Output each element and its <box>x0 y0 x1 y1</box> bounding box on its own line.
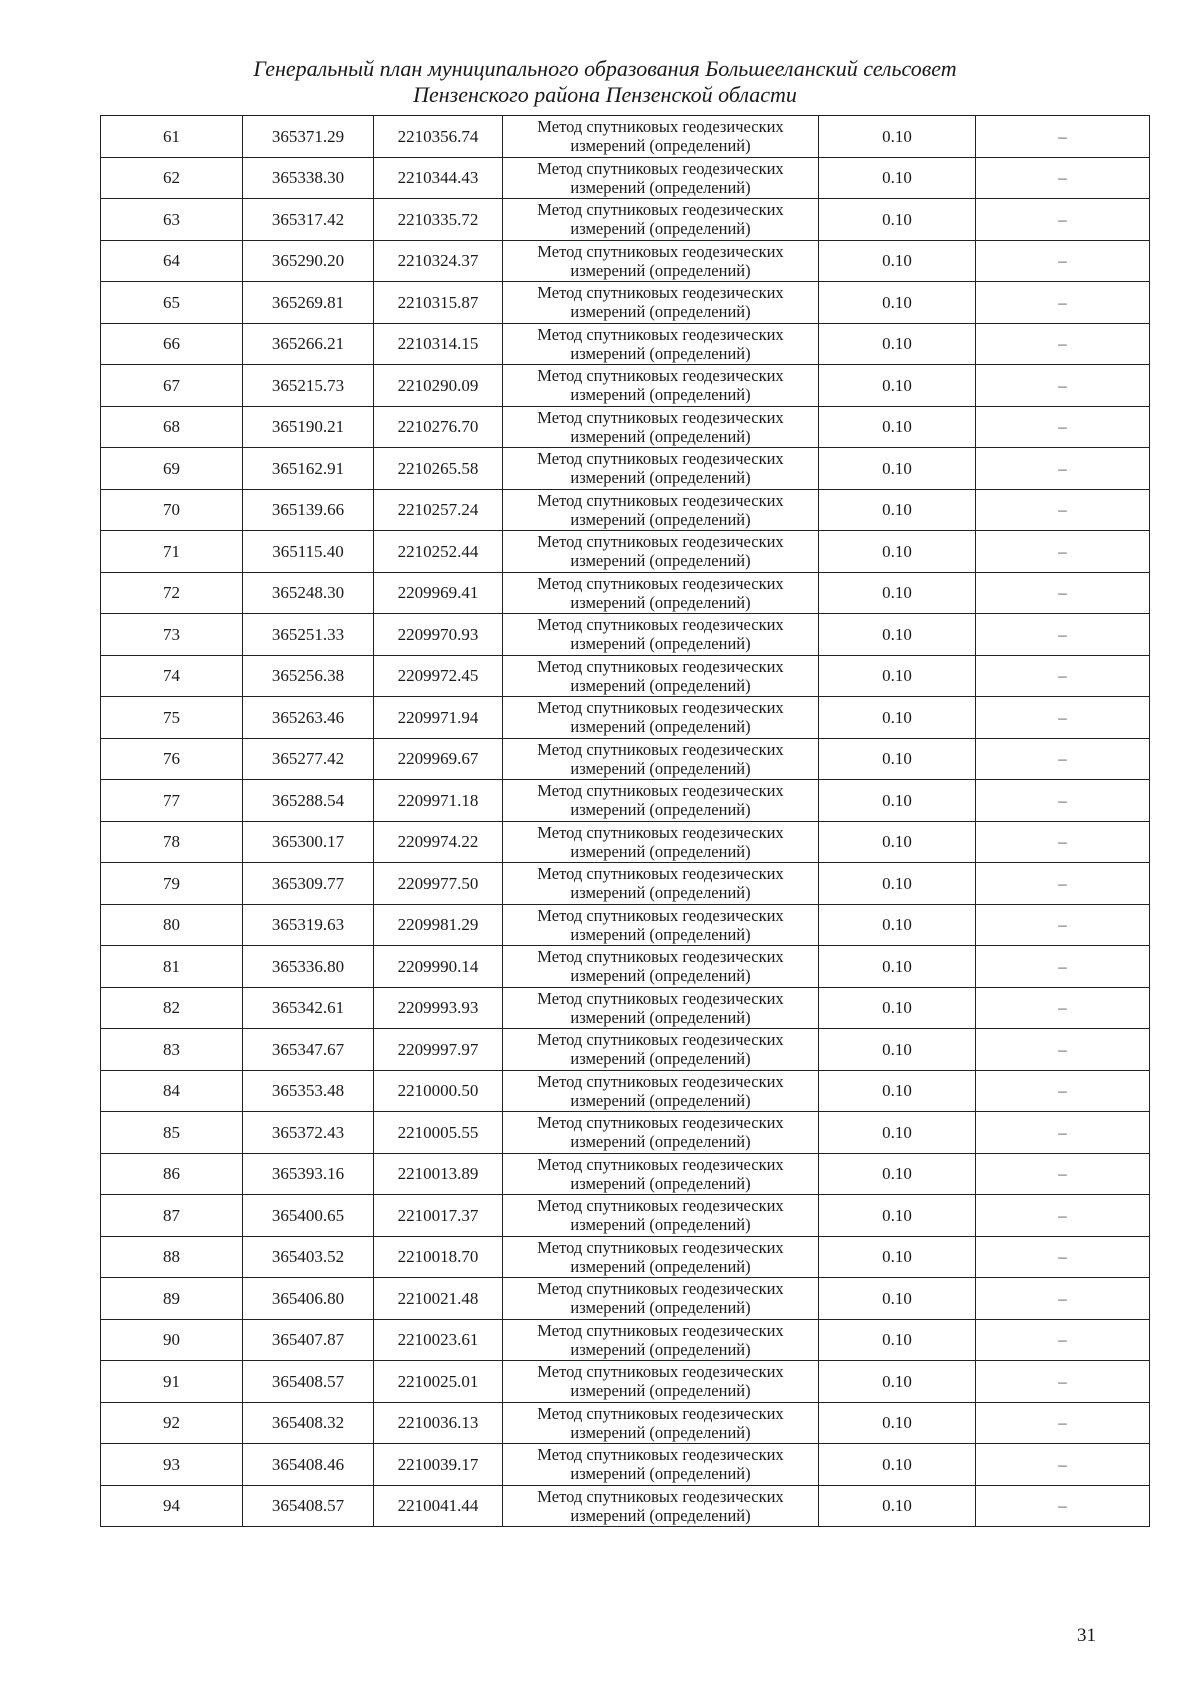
method-cell: Метод спутниковых геодезических измерений (определений) <box>503 780 819 822</box>
method-cell: Метод спутниковых геодезических измерений (определений) <box>503 323 819 365</box>
note-cell: – <box>976 1236 1150 1278</box>
point-number-cell: 72 <box>101 572 243 614</box>
method-cell: Метод спутниковых геодезических измерений (определений) <box>503 1236 819 1278</box>
y-coordinate-cell: 2209970.93 <box>374 614 503 656</box>
method-cell: Метод спутниковых геодезических измерений (определений) <box>503 157 819 199</box>
y-coordinate-cell: 2209993.93 <box>374 987 503 1029</box>
method-cell: Метод спутниковых геодезических измерений (определений) <box>503 1153 819 1195</box>
method-cell: Метод спутниковых геодезических измерений (определений) <box>503 1485 819 1527</box>
table-row <box>101 1319 1150 1361</box>
accuracy-cell: 0.10 <box>819 1112 976 1154</box>
note-cell: – <box>976 572 1150 614</box>
point-number-cell: 88 <box>101 1236 243 1278</box>
method-cell: Метод спутниковых геодезических измерений (определений) <box>503 1402 819 1444</box>
method-cell: Метод спутниковых геодезических измерений (определений) <box>503 240 819 282</box>
table-row <box>101 1195 1150 1237</box>
accuracy-cell: 0.10 <box>819 240 976 282</box>
method-cell: Метод спутниковых геодезических измерений (определений) <box>503 821 819 863</box>
method-cell: Метод спутниковых геодезических измерений (определений) <box>503 1278 819 1320</box>
table-row <box>101 614 1150 656</box>
accuracy-cell: 0.10 <box>819 697 976 739</box>
accuracy-cell: 0.10 <box>819 863 976 905</box>
point-number-cell: 74 <box>101 655 243 697</box>
accuracy-cell: 0.10 <box>819 323 976 365</box>
point-number-cell: 91 <box>101 1361 243 1403</box>
table-row <box>101 240 1150 282</box>
point-number-cell: 78 <box>101 821 243 863</box>
y-coordinate-cell: 2209971.94 <box>374 697 503 739</box>
x-coordinate-cell: 365408.57 <box>243 1361 374 1403</box>
x-coordinate-cell: 365372.43 <box>243 1112 374 1154</box>
accuracy-cell: 0.10 <box>819 1361 976 1403</box>
x-coordinate-cell: 365353.48 <box>243 1070 374 1112</box>
point-number-cell: 85 <box>101 1112 243 1154</box>
method-cell: Метод спутниковых геодезических измерений (определений) <box>503 531 819 573</box>
table-row <box>101 1361 1150 1403</box>
point-number-cell: 90 <box>101 1319 243 1361</box>
point-number-cell: 86 <box>101 1153 243 1195</box>
point-number-cell: 84 <box>101 1070 243 1112</box>
y-coordinate-cell: 2210017.37 <box>374 1195 503 1237</box>
coordinates-table <box>100 115 1150 1527</box>
point-number-cell: 62 <box>101 157 243 199</box>
table-row <box>101 780 1150 822</box>
point-number-cell: 93 <box>101 1444 243 1486</box>
note-cell: – <box>976 448 1150 490</box>
accuracy-cell: 0.10 <box>819 365 976 407</box>
x-coordinate-cell: 365408.57 <box>243 1485 374 1527</box>
table-row <box>101 1070 1150 1112</box>
y-coordinate-cell: 2209977.50 <box>374 863 503 905</box>
point-number-cell: 81 <box>101 946 243 988</box>
method-cell: Метод спутниковых геодезических измерений (определений) <box>503 199 819 241</box>
x-coordinate-cell: 365338.30 <box>243 157 374 199</box>
method-cell: Метод спутниковых геодезических измерений (определений) <box>503 946 819 988</box>
y-coordinate-cell: 2209974.22 <box>374 821 503 863</box>
method-cell: Метод спутниковых геодезических измерений (определений) <box>503 572 819 614</box>
y-coordinate-cell: 2210265.58 <box>374 448 503 490</box>
y-coordinate-cell: 2210276.70 <box>374 406 503 448</box>
x-coordinate-cell: 365403.52 <box>243 1236 374 1278</box>
note-cell: – <box>976 489 1150 531</box>
point-number-cell: 71 <box>101 531 243 573</box>
document-header <box>0 56 1200 108</box>
method-cell: Метод спутниковых геодезических измерений (определений) <box>503 365 819 407</box>
y-coordinate-cell: 2210018.70 <box>374 1236 503 1278</box>
note-cell: – <box>976 406 1150 448</box>
note-cell: – <box>976 1112 1150 1154</box>
accuracy-cell: 0.10 <box>819 199 976 241</box>
y-coordinate-cell: 2210023.61 <box>374 1319 503 1361</box>
point-number-cell: 70 <box>101 489 243 531</box>
point-number-cell: 67 <box>101 365 243 407</box>
x-coordinate-cell: 365263.46 <box>243 697 374 739</box>
accuracy-cell: 0.10 <box>819 821 976 863</box>
x-coordinate-cell: 365277.42 <box>243 738 374 780</box>
coordinates-table-body <box>101 116 1150 1527</box>
table-row <box>101 697 1150 739</box>
note-cell: – <box>976 1153 1150 1195</box>
y-coordinate-cell: 2210039.17 <box>374 1444 503 1486</box>
method-cell: Метод спутниковых геодезических измерений (определений) <box>503 116 819 158</box>
method-cell: Метод спутниковых геодезических измерений (определений) <box>503 1029 819 1071</box>
note-cell: – <box>976 738 1150 780</box>
method-cell: Метод спутниковых геодезических измерений (определений) <box>503 863 819 905</box>
table-row <box>101 1153 1150 1195</box>
point-number-cell: 63 <box>101 199 243 241</box>
table-row <box>101 1278 1150 1320</box>
accuracy-cell: 0.10 <box>819 1029 976 1071</box>
method-cell: Метод спутниковых геодезических измерений (определений) <box>503 697 819 739</box>
table-row <box>101 199 1150 241</box>
x-coordinate-cell: 365251.33 <box>243 614 374 656</box>
method-cell: Метод спутниковых геодезических измерений (определений) <box>503 1112 819 1154</box>
accuracy-cell: 0.10 <box>819 1070 976 1112</box>
table-row <box>101 1112 1150 1154</box>
accuracy-cell: 0.10 <box>819 1485 976 1527</box>
note-cell: – <box>976 116 1150 158</box>
method-cell: Метод спутниковых геодезических измерений (определений) <box>503 1361 819 1403</box>
y-coordinate-cell: 2210005.55 <box>374 1112 503 1154</box>
point-number-cell: 77 <box>101 780 243 822</box>
accuracy-cell: 0.10 <box>819 987 976 1029</box>
accuracy-cell: 0.10 <box>819 1319 976 1361</box>
x-coordinate-cell: 365139.66 <box>243 489 374 531</box>
x-coordinate-cell: 365115.40 <box>243 531 374 573</box>
note-cell: – <box>976 821 1150 863</box>
page-number: 31 <box>1077 1625 1096 1646</box>
y-coordinate-cell: 2209990.14 <box>374 946 503 988</box>
point-number-cell: 61 <box>101 116 243 158</box>
note-cell: – <box>976 946 1150 988</box>
table-row <box>101 489 1150 531</box>
point-number-cell: 80 <box>101 904 243 946</box>
accuracy-cell: 0.10 <box>819 572 976 614</box>
point-number-cell: 73 <box>101 614 243 656</box>
method-cell: Метод спутниковых геодезических измерений (определений) <box>503 406 819 448</box>
y-coordinate-cell: 2209972.45 <box>374 655 503 697</box>
note-cell: – <box>976 531 1150 573</box>
point-number-cell: 79 <box>101 863 243 905</box>
note-cell: – <box>976 904 1150 946</box>
x-coordinate-cell: 365347.67 <box>243 1029 374 1071</box>
x-coordinate-cell: 365162.91 <box>243 448 374 490</box>
accuracy-cell: 0.10 <box>819 157 976 199</box>
table-row <box>101 987 1150 1029</box>
y-coordinate-cell: 2210314.15 <box>374 323 503 365</box>
table-row <box>101 655 1150 697</box>
x-coordinate-cell: 365336.80 <box>243 946 374 988</box>
note-cell: – <box>976 655 1150 697</box>
y-coordinate-cell: 2210324.37 <box>374 240 503 282</box>
point-number-cell: 94 <box>101 1485 243 1527</box>
point-number-cell: 75 <box>101 697 243 739</box>
accuracy-cell: 0.10 <box>819 655 976 697</box>
table-row <box>101 323 1150 365</box>
note-cell: – <box>976 1195 1150 1237</box>
method-cell: Метод спутниковых геодезических измерений (определений) <box>503 489 819 531</box>
y-coordinate-cell: 2210252.44 <box>374 531 503 573</box>
accuracy-cell: 0.10 <box>819 489 976 531</box>
accuracy-cell: 0.10 <box>819 780 976 822</box>
method-cell: Метод спутниковых геодезических измерений (определений) <box>503 987 819 1029</box>
note-cell: – <box>976 365 1150 407</box>
note-cell: – <box>976 1029 1150 1071</box>
method-cell: Метод спутниковых геодезических измерений (определений) <box>503 614 819 656</box>
y-coordinate-cell: 2209969.67 <box>374 738 503 780</box>
accuracy-cell: 0.10 <box>819 1278 976 1320</box>
x-coordinate-cell: 365290.20 <box>243 240 374 282</box>
point-number-cell: 89 <box>101 1278 243 1320</box>
y-coordinate-cell: 2210356.74 <box>374 116 503 158</box>
y-coordinate-cell: 2210036.13 <box>374 1402 503 1444</box>
x-coordinate-cell: 365248.30 <box>243 572 374 614</box>
y-coordinate-cell: 2210041.44 <box>374 1485 503 1527</box>
accuracy-cell: 0.10 <box>819 531 976 573</box>
y-coordinate-cell: 2209971.18 <box>374 780 503 822</box>
table-row <box>101 1444 1150 1486</box>
point-number-cell: 82 <box>101 987 243 1029</box>
x-coordinate-cell: 365319.63 <box>243 904 374 946</box>
note-cell: – <box>976 1070 1150 1112</box>
point-number-cell: 64 <box>101 240 243 282</box>
method-cell: Метод спутниковых геодезических измерений (определений) <box>503 655 819 697</box>
x-coordinate-cell: 365406.80 <box>243 1278 374 1320</box>
table-row <box>101 157 1150 199</box>
accuracy-cell: 0.10 <box>819 1236 976 1278</box>
x-coordinate-cell: 365309.77 <box>243 863 374 905</box>
accuracy-cell: 0.10 <box>819 1153 976 1195</box>
x-coordinate-cell: 365266.21 <box>243 323 374 365</box>
method-cell: Метод спутниковых геодезических измерений (определений) <box>503 1319 819 1361</box>
x-coordinate-cell: 365288.54 <box>243 780 374 822</box>
table-row <box>101 282 1150 324</box>
x-coordinate-cell: 365342.61 <box>243 987 374 1029</box>
accuracy-cell: 0.10 <box>819 1444 976 1486</box>
note-cell: – <box>976 614 1150 656</box>
table-row <box>101 1236 1150 1278</box>
x-coordinate-cell: 365190.21 <box>243 406 374 448</box>
note-cell: – <box>976 1361 1150 1403</box>
table-row <box>101 1029 1150 1071</box>
method-cell: Метод спутниковых геодезических измерений (определений) <box>503 1195 819 1237</box>
y-coordinate-cell: 2210257.24 <box>374 489 503 531</box>
y-coordinate-cell: 2210290.09 <box>374 365 503 407</box>
table-row <box>101 1485 1150 1527</box>
accuracy-cell: 0.10 <box>819 406 976 448</box>
accuracy-cell: 0.10 <box>819 738 976 780</box>
x-coordinate-cell: 365408.46 <box>243 1444 374 1486</box>
note-cell: – <box>976 987 1150 1029</box>
point-number-cell: 92 <box>101 1402 243 1444</box>
x-coordinate-cell: 365371.29 <box>243 116 374 158</box>
note-cell: – <box>976 240 1150 282</box>
note-cell: – <box>976 157 1150 199</box>
table-row <box>101 1402 1150 1444</box>
accuracy-cell: 0.10 <box>819 1195 976 1237</box>
accuracy-cell: 0.10 <box>819 614 976 656</box>
note-cell: – <box>976 1319 1150 1361</box>
point-number-cell: 76 <box>101 738 243 780</box>
x-coordinate-cell: 365400.65 <box>243 1195 374 1237</box>
note-cell: – <box>976 1485 1150 1527</box>
table-row <box>101 863 1150 905</box>
table-row <box>101 738 1150 780</box>
y-coordinate-cell: 2209969.41 <box>374 572 503 614</box>
accuracy-cell: 0.10 <box>819 1402 976 1444</box>
accuracy-cell: 0.10 <box>819 904 976 946</box>
header-line-1: Генеральный план муниципального образования Большееланский сельсовет <box>253 56 957 81</box>
point-number-cell: 69 <box>101 448 243 490</box>
accuracy-cell: 0.10 <box>819 946 976 988</box>
y-coordinate-cell: 2209997.97 <box>374 1029 503 1071</box>
accuracy-cell: 0.10 <box>819 282 976 324</box>
point-number-cell: 66 <box>101 323 243 365</box>
y-coordinate-cell: 2210335.72 <box>374 199 503 241</box>
x-coordinate-cell: 365393.16 <box>243 1153 374 1195</box>
note-cell: – <box>976 282 1150 324</box>
method-cell: Метод спутниковых геодезических измерений (определений) <box>503 448 819 490</box>
table-row <box>101 531 1150 573</box>
x-coordinate-cell: 365256.38 <box>243 655 374 697</box>
point-number-cell: 65 <box>101 282 243 324</box>
x-coordinate-cell: 365408.32 <box>243 1402 374 1444</box>
method-cell: Метод спутниковых геодезических измерений (определений) <box>503 738 819 780</box>
note-cell: – <box>976 697 1150 739</box>
x-coordinate-cell: 365407.87 <box>243 1319 374 1361</box>
note-cell: – <box>976 1444 1150 1486</box>
note-cell: – <box>976 780 1150 822</box>
note-cell: – <box>976 199 1150 241</box>
x-coordinate-cell: 365215.73 <box>243 365 374 407</box>
header-line-2: Пензенского района Пензенской области <box>413 82 797 107</box>
note-cell: – <box>976 323 1150 365</box>
y-coordinate-cell: 2210021.48 <box>374 1278 503 1320</box>
table-row <box>101 904 1150 946</box>
y-coordinate-cell: 2210025.01 <box>374 1361 503 1403</box>
y-coordinate-cell: 2210315.87 <box>374 282 503 324</box>
y-coordinate-cell: 2209981.29 <box>374 904 503 946</box>
table-row <box>101 406 1150 448</box>
accuracy-cell: 0.10 <box>819 448 976 490</box>
table-row <box>101 116 1150 158</box>
table-row <box>101 572 1150 614</box>
point-number-cell: 68 <box>101 406 243 448</box>
note-cell: – <box>976 863 1150 905</box>
method-cell: Метод спутниковых геодезических измерений (определений) <box>503 1070 819 1112</box>
point-number-cell: 87 <box>101 1195 243 1237</box>
method-cell: Метод спутниковых геодезических измерений (определений) <box>503 1444 819 1486</box>
y-coordinate-cell: 2210344.43 <box>374 157 503 199</box>
note-cell: – <box>976 1278 1150 1320</box>
point-number-cell: 83 <box>101 1029 243 1071</box>
x-coordinate-cell: 365317.42 <box>243 199 374 241</box>
note-cell: – <box>976 1402 1150 1444</box>
table-row <box>101 365 1150 407</box>
table-row <box>101 448 1150 490</box>
table-row <box>101 821 1150 863</box>
method-cell: Метод спутниковых геодезических измерений (определений) <box>503 904 819 946</box>
y-coordinate-cell: 2210000.50 <box>374 1070 503 1112</box>
x-coordinate-cell: 365269.81 <box>243 282 374 324</box>
x-coordinate-cell: 365300.17 <box>243 821 374 863</box>
y-coordinate-cell: 2210013.89 <box>374 1153 503 1195</box>
accuracy-cell: 0.10 <box>819 116 976 158</box>
table-row <box>101 946 1150 988</box>
method-cell: Метод спутниковых геодезических измерений (определений) <box>503 282 819 324</box>
